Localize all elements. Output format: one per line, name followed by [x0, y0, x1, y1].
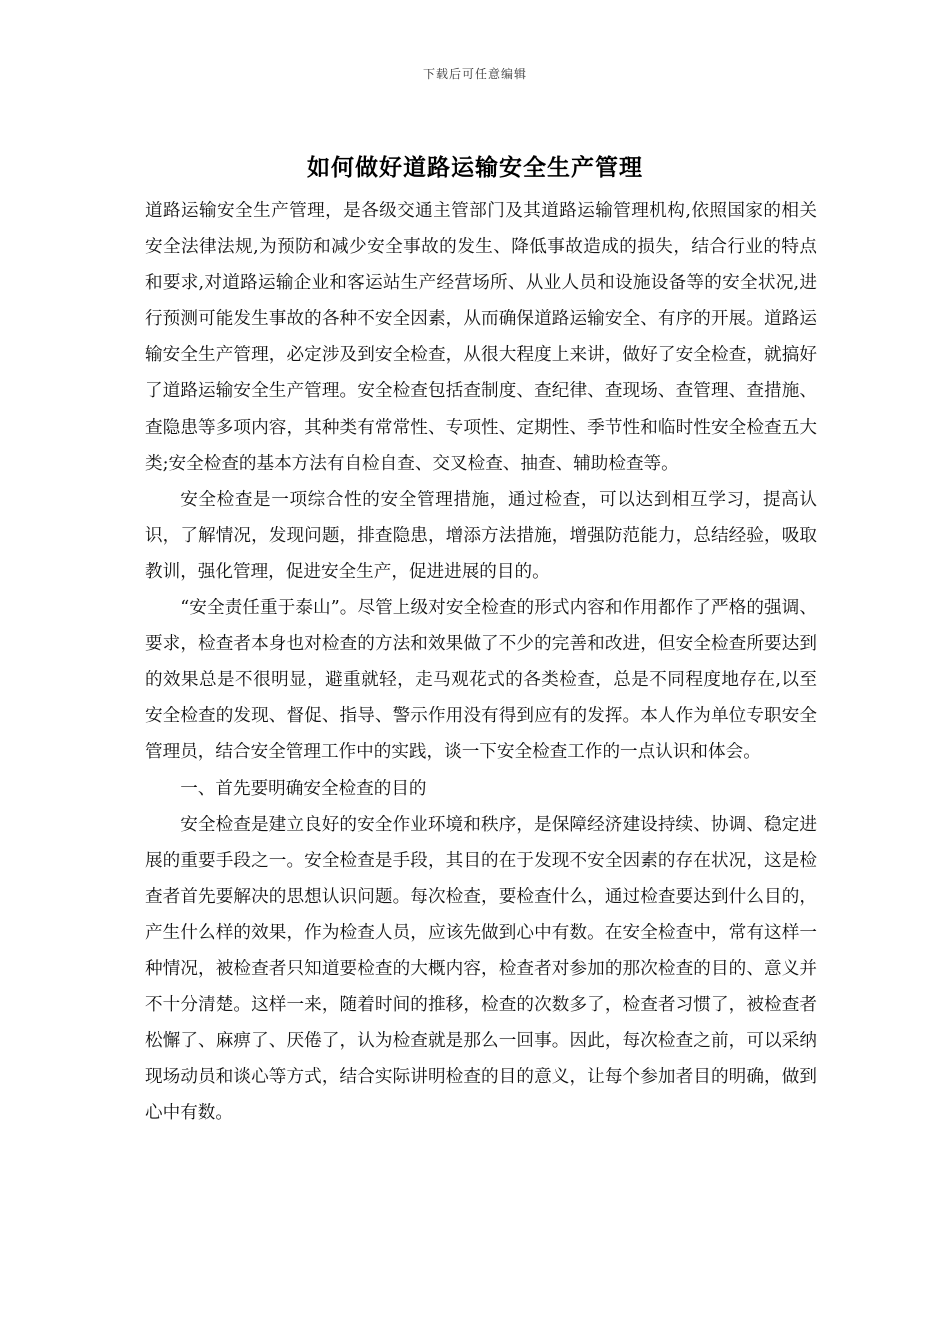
document-body — [145, 193, 817, 1131]
paragraph-intro: 道路运输安全生产管理，是各级交通主管部门及其道路运输管理机构,依照国家的相关安全法律法规,为预防和减少安全事故的发生、降低事故造成的损失，结合行业的特点和要求,对道路运输企业和客运站生产经营场所、从业人员和设施设备等的安全状况,进行预测可能发生事故的各种不安全因素，从而确保道路运输安全、有序的开展。道路运输安全生产管理，必定涉及到安全检查，从很大程度上来讲，做好了安全检查，就搞好了道路运输安全生产管理。安全检查包括查制度、查纪律、查现场、查管理、查措施、查隐患等多项内容，其种类有常常性、专项性、定期性、季节性和临时性安全检查五大类;安全检查的基本方法有自检自查、交叉检查、抽查、辅助检查等。 — [145, 201, 817, 474]
paragraph-purpose: 安全检查是一项综合性的安全管理措施，通过检查，可以达到相互学习，提高认识，了解情况，发现问题，排查隐患，增添方法措施，增强防范能力，总结经验，吸取教训，强化管理，促进安全生产，促进进展的目的。 — [145, 489, 817, 582]
section-heading-1: 一、首先要明确安全检查的目的 — [180, 778, 427, 799]
document-title: 如何做好道路运输安全生产管理 — [307, 154, 643, 181]
header-note: 下载后可任意编辑 — [422, 67, 527, 81]
paragraph-section-1: 安全检查是建立良好的安全作业环境和秩序，是保障经济建设持续、协调、稳定进展的重要手段之一。安全检查是手段，其目的在于发现不安全因素的存在状况，这是检查者首先要解决的思想认识问题。每次检查，要检查什么，通过检查要达到什么目的，产生什么样的效果，作为检查人员，应该先做到心中有数。在安全检查中，常有这样一种情况，被检查者只知道要检查的大概内容，检查者对参加的那次检查的目的、意义并不十分清楚。这样一来，随着时间的推移，检查的次数多了，检查者习惯了，被检查者松懈了、麻痹了、厌倦了，认为检查就是那么一回事。因此，每次检查之前，可以采纳现场动员和谈心等方式，结合实际讲明检查的目的意义，让每个参加者目的明确，做到心中有数。 — [145, 814, 817, 1124]
paragraph-responsibility: “安全责任重于泰山”。尽管上级对安全检查的形式内容和作用都作了严格的强调、要求，检查者本身也对检查的方法和效果做了不少的完善和改进，但安全检查所要达到的效果总是不很明显，避重就轻，走马观花式的各类检查，总是不同程度地存在,以至安全检查的发现、督促、指导、警示作用没有得到应有的发挥。本人作为单位专职安全管理员，结合安全管理工作中的实践，谈一下安全检查工作的一点认识和体会。 — [145, 598, 817, 763]
